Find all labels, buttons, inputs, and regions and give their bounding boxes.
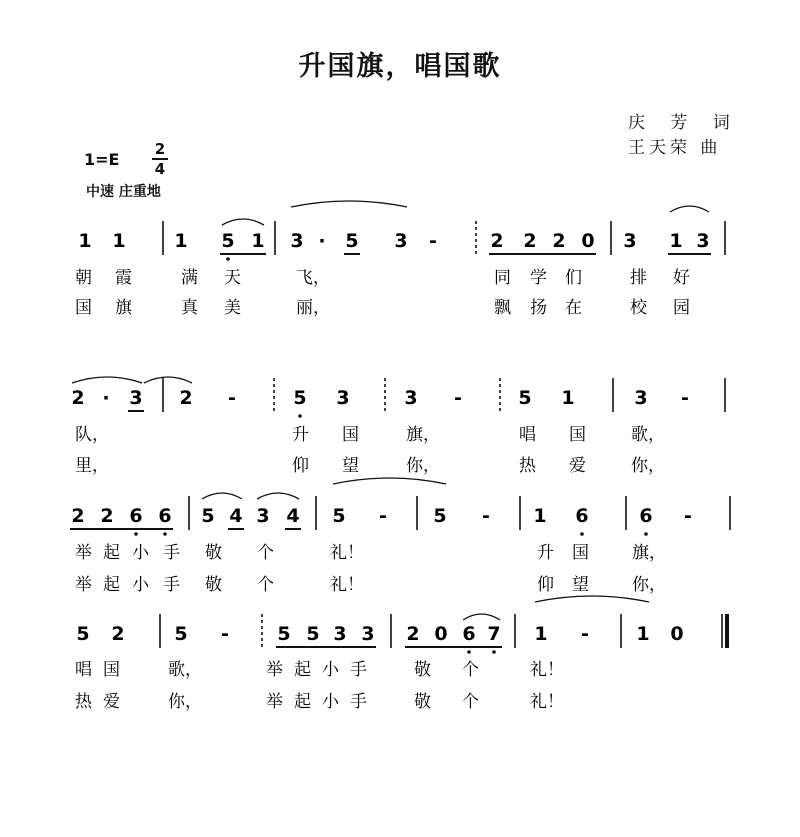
- lyric-syllable: 国: [569, 425, 586, 445]
- octave-dot: [580, 532, 584, 536]
- lyric-syllable: 起: [103, 543, 120, 563]
- note: 1: [112, 230, 126, 252]
- note: -: [482, 505, 490, 527]
- tie-slur: [144, 377, 192, 383]
- lyric-syllable: 起: [103, 575, 120, 595]
- note: 2: [71, 505, 85, 527]
- tie-slur: [291, 201, 407, 207]
- lyric-syllable: 升: [537, 543, 554, 563]
- octave-dot: [226, 257, 230, 261]
- lyric-syllable: 园: [673, 298, 690, 318]
- note: 5: [293, 387, 307, 409]
- lyric-syllable: 朝: [75, 268, 92, 288]
- lyric-syllable: 小: [322, 692, 339, 712]
- note: 5: [332, 505, 346, 527]
- note: 2: [111, 623, 125, 645]
- lyric-syllable: 小: [132, 575, 149, 595]
- lyric-syllable: 国: [572, 543, 589, 563]
- lyric-syllable: 国: [103, 660, 120, 680]
- note: 5: [277, 623, 291, 645]
- note: 3: [129, 387, 143, 409]
- note: 3: [696, 230, 710, 252]
- lyric-syllable: 校: [630, 298, 647, 318]
- tie-slur: [463, 614, 500, 620]
- lyric-syllable: 热: [519, 456, 536, 476]
- tie-slur: [202, 493, 242, 499]
- note: 6: [639, 505, 653, 527]
- octave-dot: [134, 532, 138, 536]
- note: 2: [100, 505, 114, 527]
- lyric-syllable: 手: [350, 692, 367, 712]
- lyric-syllable: 敬: [414, 660, 431, 680]
- lyric-syllable: 望: [572, 575, 589, 595]
- note: 5: [221, 230, 235, 252]
- note: 4: [229, 505, 243, 527]
- note: -: [681, 387, 689, 409]
- octave-dot: [298, 414, 302, 418]
- lyric-syllable: 仰: [537, 575, 554, 595]
- lyric-syllable: 学: [530, 268, 547, 288]
- note: 3: [623, 230, 637, 252]
- tie-slur: [257, 493, 299, 499]
- lyric-syllable: 个: [462, 660, 479, 680]
- note: 3: [404, 387, 418, 409]
- lyric-syllable: 举: [266, 660, 283, 680]
- time-signature-bottom: 4: [154, 160, 166, 178]
- lyric-syllable: 满: [181, 268, 198, 288]
- lyric-syllable: 起: [294, 660, 311, 680]
- note: 1: [78, 230, 92, 252]
- lyric-syllable: 个: [462, 692, 479, 712]
- lyric-syllable: 国: [75, 298, 92, 318]
- lyric-syllable: 歌，: [168, 660, 202, 680]
- key-signature: 1=E: [84, 150, 120, 169]
- tie-slur: [72, 377, 142, 383]
- note: 2: [406, 623, 420, 645]
- lyric-syllable: 个: [257, 543, 274, 563]
- note: 1: [251, 230, 265, 252]
- song-title: 升国旗，唱国歌: [298, 51, 502, 82]
- lyric-syllable: 起: [294, 692, 311, 712]
- lyric-syllable: 霞: [115, 268, 132, 288]
- lyric-syllable: 里，: [75, 456, 109, 476]
- lyric-syllable: 真: [181, 298, 198, 318]
- note: -: [228, 387, 236, 409]
- lyric-syllable: 举: [266, 692, 283, 712]
- lyric-syllable: 敬: [205, 575, 222, 595]
- lyric-syllable: 同: [494, 268, 511, 288]
- lyric-syllable: 丽，: [296, 298, 330, 318]
- lyric-syllable: 旗: [115, 298, 132, 318]
- lyric-syllable: 美: [224, 298, 241, 318]
- note: 5: [433, 505, 447, 527]
- lyric-syllable: 国: [342, 425, 359, 445]
- note: 1: [533, 505, 547, 527]
- lyric-syllable: 旗，: [632, 543, 666, 563]
- note: 5: [174, 623, 188, 645]
- time-signature-top: 2: [154, 140, 166, 158]
- note: 3: [394, 230, 408, 252]
- lyric-syllable: 爱: [569, 456, 586, 476]
- lyric-syllable: 歌，: [631, 425, 665, 445]
- note: 6: [129, 505, 143, 527]
- lyric-syllable: 你，: [631, 456, 665, 476]
- note: ·: [318, 230, 326, 252]
- note: 3: [290, 230, 304, 252]
- note: 3: [256, 505, 270, 527]
- note: 3: [336, 387, 350, 409]
- note: 1: [174, 230, 188, 252]
- note: -: [221, 623, 229, 645]
- note: 3: [333, 623, 347, 645]
- tie-slur: [670, 206, 709, 212]
- note: 6: [575, 505, 589, 527]
- lyric-syllable: 你，: [406, 456, 440, 476]
- lyric-syllable: 升: [292, 425, 309, 445]
- note: 2: [179, 387, 193, 409]
- lyric-syllable: 举: [75, 575, 92, 595]
- lyric-syllable: 队，: [75, 425, 109, 445]
- note: 5: [76, 623, 90, 645]
- lyric-syllable: 手: [163, 543, 180, 563]
- note: -: [379, 505, 387, 527]
- lyric-syllable: 飘: [494, 298, 511, 318]
- composer-credit: 王天荣 曲: [628, 138, 722, 158]
- lyric-syllable: 礼！: [330, 543, 364, 563]
- note: 2: [490, 230, 504, 252]
- lyric-syllable: 礼！: [330, 575, 364, 595]
- note: 5: [201, 505, 215, 527]
- lyric-syllable: 热: [75, 692, 92, 712]
- note: 1: [669, 230, 683, 252]
- lyric-syllable: 你，: [632, 575, 666, 595]
- note: 6: [158, 505, 172, 527]
- note: 2: [523, 230, 537, 252]
- note: 5: [345, 230, 359, 252]
- note: 5: [306, 623, 320, 645]
- lyric-syllable: 你，: [168, 692, 202, 712]
- lyric-syllable: 举: [75, 543, 92, 563]
- note: -: [684, 505, 692, 527]
- tempo-marking: 中速 庄重地: [86, 184, 161, 200]
- note: 0: [581, 230, 595, 252]
- note: 3: [634, 387, 648, 409]
- tie-slur: [333, 478, 446, 484]
- lyric-syllable: 敬: [414, 692, 431, 712]
- tie-slur: [535, 596, 649, 602]
- lyric-syllable: 旗，: [406, 425, 440, 445]
- lyric-syllable: 唱: [75, 660, 92, 680]
- note: 4: [286, 505, 300, 527]
- lyric-syllable: 天: [224, 268, 241, 288]
- lyric-syllable: 手: [163, 575, 180, 595]
- note: 3: [361, 623, 375, 645]
- note: 1: [561, 387, 575, 409]
- note: 0: [670, 623, 684, 645]
- lyric-syllable: 唱: [519, 425, 536, 445]
- note: -: [581, 623, 589, 645]
- lyric-syllable: 爱: [103, 692, 120, 712]
- lyric-syllable: 敬: [205, 543, 222, 563]
- note: 6: [462, 623, 476, 645]
- lyric-syllable: 个: [257, 575, 274, 595]
- lyricist-credit: 庆 芳 词: [628, 113, 740, 133]
- octave-dot: [492, 650, 496, 654]
- note: 1: [636, 623, 650, 645]
- lyric-syllable: 手: [350, 660, 367, 680]
- lyric-syllable: 飞，: [296, 268, 330, 288]
- lyric-syllable: 小: [322, 660, 339, 680]
- note: ·: [102, 387, 110, 409]
- lyric-syllable: 仰: [292, 456, 309, 476]
- note: 7: [487, 623, 501, 645]
- note: 0: [434, 623, 448, 645]
- lyric-syllable: 礼！: [530, 660, 564, 680]
- note: -: [429, 230, 437, 252]
- lyric-syllable: 们: [565, 268, 582, 288]
- lyric-syllable: 在: [565, 298, 582, 318]
- note: 1: [534, 623, 548, 645]
- note: 5: [518, 387, 532, 409]
- lyric-syllable: 礼！: [530, 692, 564, 712]
- lyric-syllable: 望: [342, 456, 359, 476]
- lyric-syllable: 好: [673, 268, 690, 288]
- octave-dot: [467, 650, 471, 654]
- lyric-syllable: 扬: [530, 298, 547, 318]
- note: 2: [71, 387, 85, 409]
- octave-dot: [644, 532, 648, 536]
- octave-dot: [163, 532, 167, 536]
- note: -: [454, 387, 462, 409]
- note: 2: [552, 230, 566, 252]
- tie-slur: [222, 219, 264, 225]
- lyric-syllable: 小: [132, 543, 149, 563]
- lyric-syllable: 排: [630, 268, 647, 288]
